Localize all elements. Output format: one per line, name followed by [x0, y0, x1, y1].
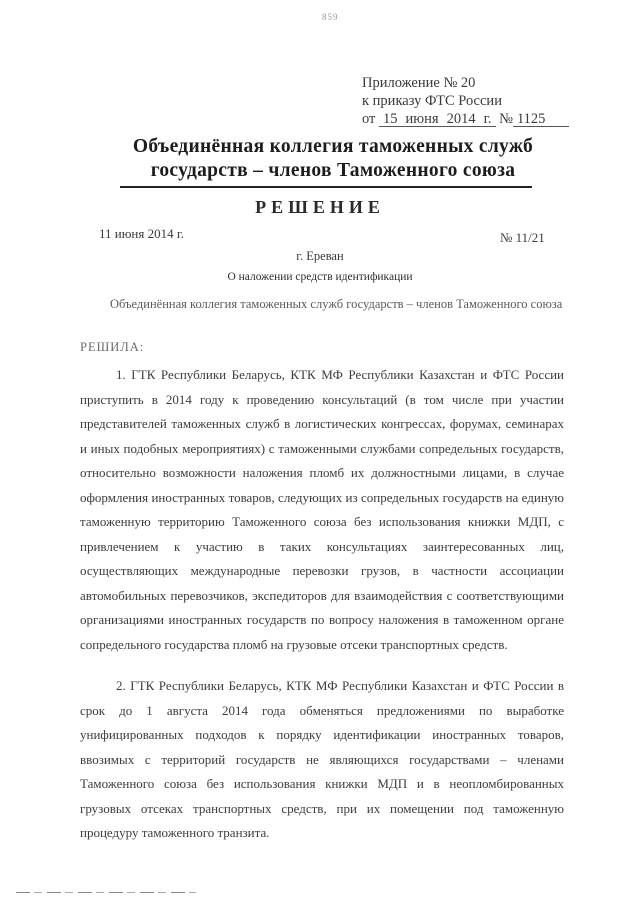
paragraph-1: 1. ГТК Республики Беларусь, КТК МФ Республики Казахстан и ФТС России приступить в 2014 году к проведению консультаций (в том числе при участии представителей таможенных служб в логистических конгрессах, форумах, семинарах и иных подобных мероприятиях) с таможенными службами сопредельных государств, относительно возможности наложения пломб их должностными лицами, в случае оформления иностранных товаров, следующих из сопредельных государств на единую таможенную территорию Таможенного союза без использования книжки МДП, с привлечением к участию в таких консультациях заинтересованных лиц, осуществляющих международные перевозки грузов, в частности ассоциации автомобильных перевозчиков, экспедиторов для взаимодействия с соответствующими организациями иностранных государств по вопросу наложения в таможенном органе сопредельного государства пломб на грузовые отсеки транспортных средств. [80, 367, 564, 652]
decision-heading: РЕШЕНИЕ [255, 197, 385, 217]
appendix-title: Приложение № 20 [362, 75, 476, 91]
footer-scan-line [16, 892, 196, 893]
appendix-number-label: № [499, 111, 513, 127]
appendix-day: 15 [379, 112, 402, 127]
preamble-text: Объединённая коллегия таможенных служб государств – членов Таможенного союза [110, 297, 563, 311]
appendix-order-ref: к приказу ФТС России [362, 93, 502, 109]
appendix-year: 2014 [443, 112, 480, 127]
appendix-month: июня [402, 112, 443, 127]
decision-date: 11 июня 2014 г. [99, 226, 184, 241]
board-title [118, 135, 548, 183]
appendix-year-suffix: г. [480, 112, 496, 127]
appendix-number: 1125 [513, 112, 569, 127]
appendix-date-line [362, 110, 569, 128]
title-divider [120, 186, 532, 188]
decision-city: г. Ереван [296, 249, 344, 263]
appendix-block [362, 74, 569, 128]
appendix-from-label: от [362, 111, 376, 127]
page-number-mark: 859 [322, 12, 339, 22]
decided-label: РЕШИЛА: [80, 340, 145, 354]
decision-number: № 11/21 [500, 230, 545, 245]
decision-subject: О наложении средств идентификации [227, 271, 413, 283]
board-title-line2: государств – членов Таможенного союза [150, 160, 516, 181]
paragraph-2: 2. ГТК Республики Беларусь, КТК МФ Республики Казахстан и ФТС России в срок до 1 августа 2014 года обменяться предложениями по выработке унифицированных подходов к порядку идентификации иностранных товаров, ввозимых с территорий государств не являющихся государствами – членами Таможенного союза без использования книжки МДП и в неопломбированных грузовых отсеках транспортных средств, при их помещении под таможенную процедуру таможенного транзита. [80, 678, 564, 840]
board-title-line1: Объединённая коллегия таможенных служб [132, 136, 534, 157]
